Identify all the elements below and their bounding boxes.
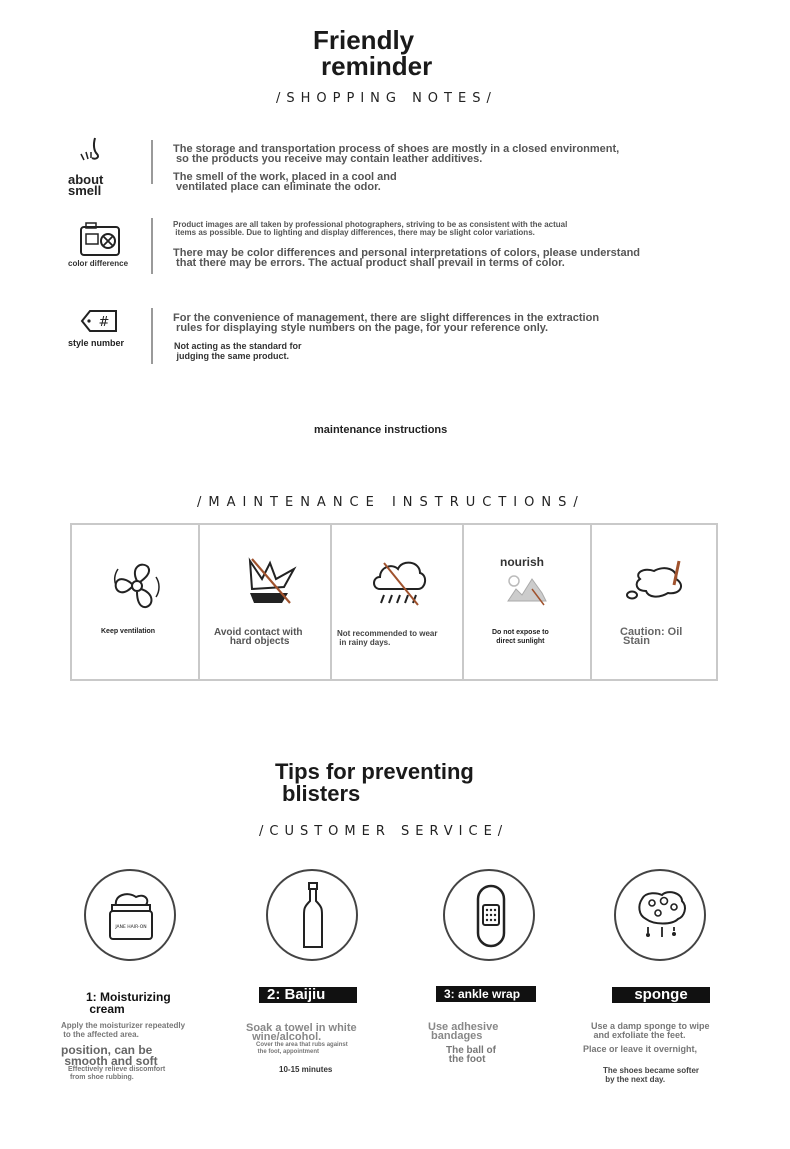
- tip-icon-circle: [84, 869, 176, 961]
- maintenance-item: [200, 525, 332, 679]
- maintenance-heading: maintenance instructions: [314, 424, 448, 436]
- maintenance-label: Keep ventilation: [101, 628, 156, 635]
- maintenance-label: Do not expose to direct sunlight: [492, 629, 549, 645]
- note-smell-text1: The storage and transportation process of shoes are mostly in a closed environment, so the products you receive may contain leather additives.: [173, 143, 620, 165]
- divider: [151, 218, 153, 274]
- tip-text: Place or leave it overnight,: [583, 1044, 698, 1054]
- oil-stain-icon: [624, 559, 690, 607]
- tip-text: Use a damp sponge to wipe and exfoliate the feet.: [591, 1021, 710, 1040]
- note-style-text1: For the convenience of management, there are slight differences in the extraction rules for displaying style numbers on the page, for your reference only.: [173, 312, 600, 334]
- maintenance-label: Not recommended to wear in rainy days.: [337, 629, 438, 647]
- shopping-notes-subtitle: /SHOPPING NOTES/: [276, 91, 497, 106]
- note-style-label: style number: [68, 338, 125, 348]
- nose-icon: [75, 136, 109, 164]
- maintenance-item: [592, 525, 716, 679]
- bandage-icon: [475, 883, 507, 949]
- cream-jar-icon: [106, 889, 156, 943]
- maintenance-title: nourish: [500, 555, 544, 569]
- note-smell-text2: The smell of the work, placed in a cool and ventilated place can eliminate the odor.: [173, 171, 397, 193]
- rain-cloud-icon: [370, 555, 428, 611]
- tip-icon-circle: [266, 869, 358, 961]
- tip-heading: 1: Moisturizing cream: [86, 990, 171, 1016]
- note-color: [74, 221, 126, 257]
- tip-text: The shoes became softer by the next day.: [603, 1066, 700, 1084]
- tag-symbol: #: [98, 315, 110, 330]
- maintenance-label: Caution: Oil Stain: [620, 626, 683, 647]
- bottle-icon: [300, 881, 326, 951]
- sunlight-icon: [502, 571, 550, 607]
- tip-text: Use adhesive bandages: [428, 1021, 499, 1042]
- note-color-label: color difference: [68, 259, 129, 268]
- divider: [151, 140, 153, 184]
- maintenance-subtitle: /MAINTENANCE INSTRUCTIONS/: [197, 495, 585, 510]
- tip-icon-circle: [443, 869, 535, 961]
- tip-text: Soak a towel in white wine/alcohol.: [246, 1022, 357, 1043]
- note-style: [80, 308, 120, 334]
- page-title-line2: reminder: [321, 51, 433, 81]
- maintenance-label: Avoid contact with hard objects: [214, 627, 303, 647]
- camera-icon: [78, 221, 122, 257]
- tip-heading: 2: Baijiu: [259, 987, 357, 1003]
- tag-icon: [80, 308, 120, 334]
- tip-text: Cover the area that rubs against the foot, appointment: [256, 1042, 348, 1055]
- note-color-text2: There may be color differences and personal interpretations of colors, please understand that there may be errors. The actual product shall prevail in terms of color.: [173, 247, 641, 269]
- page-title-line1: Friendly: [313, 25, 415, 55]
- maintenance-item: [464, 525, 592, 679]
- tips-title-line1: Tips for preventing: [275, 759, 474, 784]
- maintenance-item: [72, 525, 200, 679]
- tip-icon-circle: [614, 869, 706, 961]
- no-hard-objects-icon: [244, 557, 302, 609]
- tip-text: position, can be smooth and soft: [61, 1043, 158, 1068]
- note-smell: [66, 136, 118, 164]
- sponge-icon: [634, 887, 690, 943]
- jar-label: JANE HAIR-ON: [115, 925, 147, 930]
- note-style-text2: Not acting as the standard for judging the same product.: [174, 341, 302, 361]
- tip-text: The ball of the foot: [446, 1045, 496, 1065]
- note-color-text1: Product images are all taken by professional photographers, striving to be as consistent with the actual items as possible. Due to lighting and display differences, there may be slight color variations.: [173, 220, 568, 237]
- note-smell-label: about smell: [68, 172, 104, 198]
- tip-heading: sponge: [612, 987, 710, 1003]
- maintenance-grid: [70, 523, 718, 681]
- tip-text: Apply the moisturizer repeatedly to the affected area.: [61, 1021, 186, 1039]
- maintenance-item: [332, 525, 464, 679]
- tips-title-line2: blisters: [282, 781, 361, 806]
- customer-service-subtitle: /CUSTOMER SERVICE/: [259, 824, 509, 839]
- tip-text: 10-15 minutes: [279, 1065, 333, 1074]
- fan-icon: [110, 559, 164, 613]
- tip-text: Effectively relieve discomfort from shoe rubbing.: [68, 1066, 166, 1081]
- divider: [151, 308, 153, 364]
- tip-heading: 3: ankle wrap: [436, 986, 536, 1002]
